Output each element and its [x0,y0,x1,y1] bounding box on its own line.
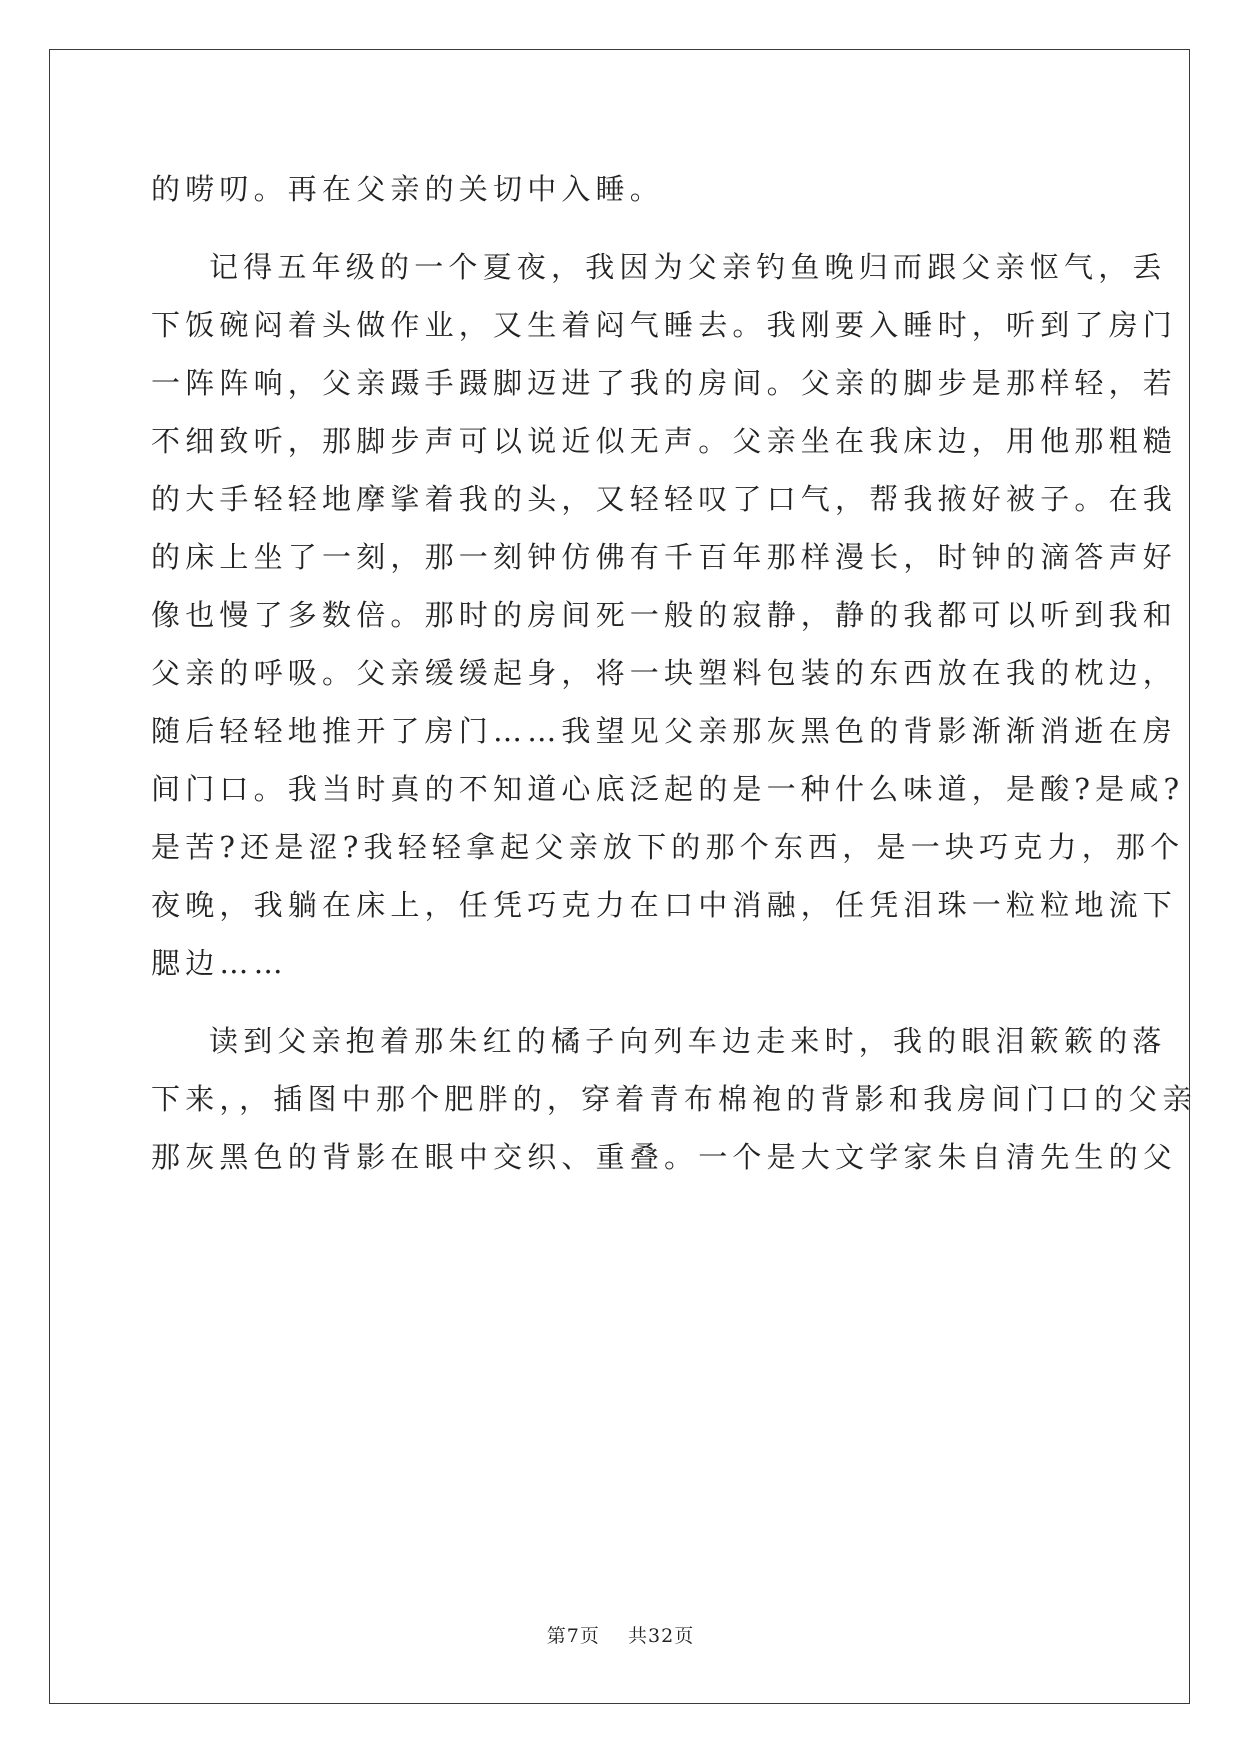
text-line: 的床上坐了一刻，那一刻钟仿佛有千百年那样漫长，时钟的滴答声好 [151,540,1178,574]
text-line: 下来，，插图中那个肥胖的，穿着青布棉袍的背影和我房间门口的父亲 [151,1082,1197,1116]
text-line: 的大手轻轻地摩挲着我的头，又轻轻叹了口气，帮我掖好被子。在我 [151,482,1178,516]
text-line: 随后轻轻地推开了房门……我望见父亲那灰黑色的背影渐渐消逝在房 [151,714,1178,748]
text-line: 不细致听，那脚步声可以说近似无声。父亲坐在我床边，用他那粗糙 [151,424,1178,458]
paragraph-start-line: 记得五年级的一个夏夜，我因为父亲钓鱼晚归而跟父亲怄气，丢 [209,250,1167,284]
text-line: 的唠叨。再在父亲的关切中入睡。 [151,172,665,206]
paragraph-start-line: 读到父亲抱着那朱红的橘子向列车边走来时，我的眼泪簌簌的落 [209,1024,1167,1058]
text-line: 像也慢了多数倍。那时的房间死一般的寂静，静的我都可以听到我和 [151,598,1178,632]
text-line: 是苦?还是涩?我轻轻拿起父亲放下的那个东西，是一块巧克力，那个 [151,830,1185,864]
text-line: 父亲的呼吸。父亲缓缓起身，将一块塑料包装的东西放在我的枕边， [151,656,1178,690]
text-line: 那灰黑色的背影在眼中交织、重叠。一个是大文学家朱自清先生的父 [151,1140,1178,1174]
text-line: 一阵阵响，父亲蹑手蹑脚迈进了我的房间。父亲的脚步是那样轻，若 [151,366,1178,400]
essay-body [151,160,1197,1186]
page-number-footer: 第7页 共32页 [546,1625,695,1647]
text-line: 腮边…… [151,946,288,980]
text-line: 夜晚，我躺在床上，任凭巧克力在口中消融，任凭泪珠一粒粒地流下 [151,888,1178,922]
text-line: 间门口。我当时真的不知道心底泛起的是一种什么味道，是酸?是咸? [151,772,1185,806]
text-line: 下饭碗闷着头做作业，又生着闷气睡去。我刚要入睡时，听到了房门 [151,308,1178,342]
